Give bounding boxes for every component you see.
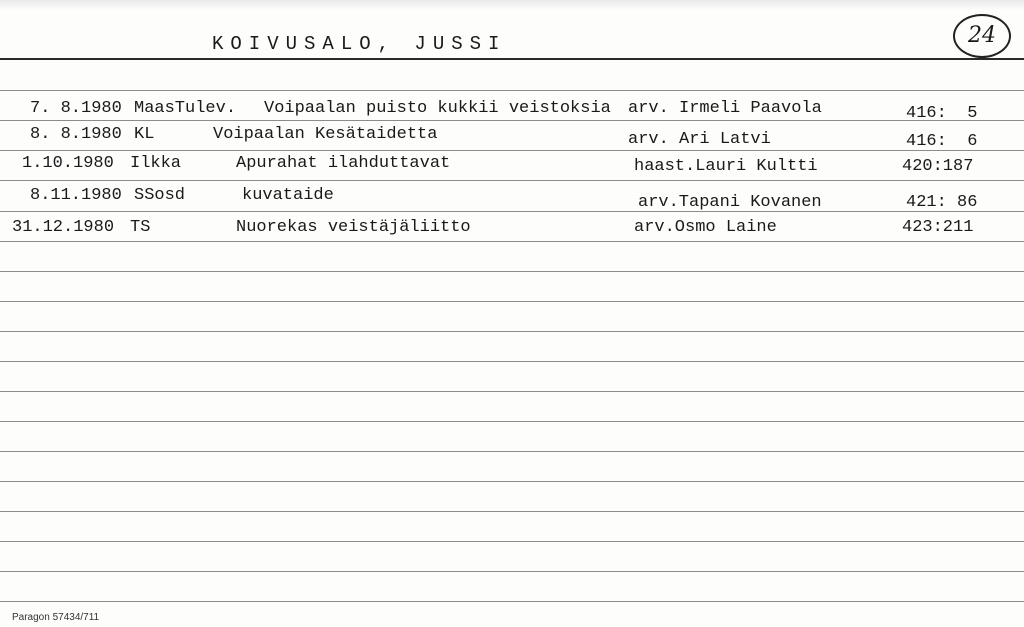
- card-heading: KOIVUSALO, JUSSI: [212, 33, 507, 55]
- entry-source: Ilkka: [130, 154, 182, 173]
- entry-row: [0, 218, 1024, 246]
- entry-title: Apurahat ilahduttavat: [236, 154, 451, 173]
- rule-line: [0, 481, 1024, 482]
- rule-line: [0, 421, 1024, 422]
- entry-row: [0, 186, 1024, 214]
- entry-source: TS: [130, 218, 151, 237]
- entry-ref: 423:211: [902, 218, 974, 237]
- entry-source: SSosd: [134, 186, 186, 205]
- entry-date: 8. 8.1980: [30, 125, 122, 144]
- rule-line: [0, 571, 1024, 572]
- entry-ref: 416: 6: [906, 132, 978, 151]
- rule-line: [0, 511, 1024, 512]
- entry-date: 7. 8.1980: [30, 99, 122, 118]
- entry-ref: 421: 86: [906, 193, 978, 212]
- rule-line: [0, 541, 1024, 542]
- entry-date: 1.10.1980: [22, 154, 114, 173]
- card-number: 24: [953, 14, 1011, 58]
- entry-row: [0, 125, 1024, 153]
- rule-line: [0, 331, 1024, 332]
- entry-author: haast.Lauri Kultti: [634, 157, 818, 176]
- rule-line: [0, 271, 1024, 272]
- entry-author: arv.Osmo Laine: [634, 218, 777, 237]
- rule-line: [0, 361, 1024, 362]
- entry-ref: 416: 5: [906, 104, 978, 123]
- entry-row: [0, 154, 1024, 182]
- entry-title: kuvataide: [242, 186, 334, 205]
- entry-author: arv. Irmeli Paavola: [628, 99, 822, 118]
- entry-date: 8.11.1980: [30, 186, 122, 205]
- entry-date: 31.12.1980: [12, 218, 115, 237]
- card-footer: Paragon 57434/711: [12, 612, 100, 623]
- rule-line: [0, 601, 1024, 602]
- rule-line: [0, 301, 1024, 302]
- entry-title: Voipaalan puisto kukkii veistoksia: [264, 99, 611, 118]
- entry-title: Nuorekas veistäjäliitto: [236, 218, 471, 237]
- entry-author: arv.Tapani Kovanen: [638, 193, 822, 212]
- entry-title: Voipaalan Kesätaidetta: [213, 125, 438, 144]
- rule-line: [0, 451, 1024, 452]
- entry-ref: 420:187: [902, 157, 974, 176]
- card-top-edge: [0, 0, 1024, 10]
- entry-row: [0, 99, 1024, 127]
- rule-line: [0, 90, 1024, 91]
- entry-author: arv. Ari Latvi: [628, 130, 771, 149]
- rule-line: [0, 391, 1024, 392]
- entry-source: KL: [134, 125, 155, 144]
- rule-line: [0, 58, 1024, 60]
- entry-source: MaasTulev.: [134, 99, 237, 118]
